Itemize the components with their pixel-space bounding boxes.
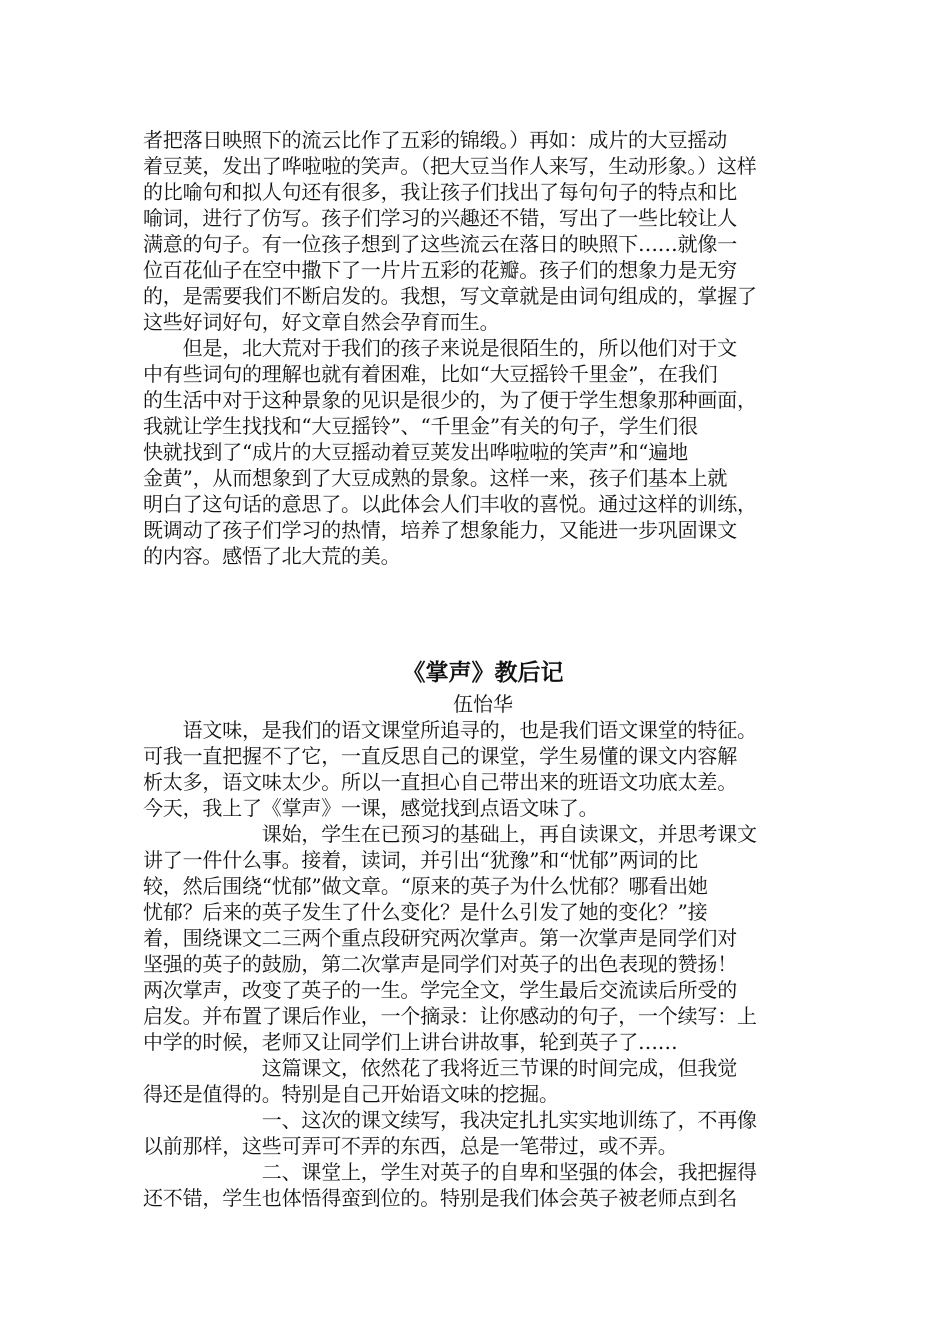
article-title: 《掌声》教后记 <box>402 660 564 686</box>
text-line: 明白了这句话的意思了。以此体会人们丰收的喜悦。通过这样的训练， <box>143 492 757 516</box>
text-line: 这篇课文，依然花了我将近三节课的时间完成，但我觉 <box>143 1056 737 1080</box>
text-line: 较，然后围绕“忧郁”做文章。“原来的英子为什么忧郁？哪看出她 <box>143 874 708 898</box>
text-line: 但是，北大荒对于我们的孩子来说是很陌生的，所以他们对于文 <box>143 336 737 360</box>
text-line: 讲了一件什么事。接着，读词，并引出“犹豫”和“忧郁”两词的比 <box>143 848 698 872</box>
text-line: 以前那样，这些可弄可不弄的东西，总是一笔带过，或不弄。 <box>143 1134 678 1158</box>
text-line: 坚强的英子的鼓励，第二次掌声是同学们对英子的出色表现的赞扬！ <box>143 952 737 976</box>
text-line: 课始，学生在已预习的基础上，再自读课文，并思考课文 <box>143 822 757 846</box>
text-line: 可我一直把握不了它，一直反思自己的课堂，学生易懂的课文内容解 <box>143 744 737 768</box>
text-line: 今天，我上了《掌声》一课，感觉找到点语文味了。 <box>143 796 599 820</box>
text-line: 中有些词句的理解也就有着困难，比如“大豆摇铃千里金”，在我们 <box>143 362 718 386</box>
text-line: 的比喻句和拟人句还有很多，我让孩子们找出了每句句子的特点和比 <box>143 180 737 204</box>
text-line: 语文味，是我们的语文课堂所追寻的，也是我们语文课堂的特征。 <box>143 718 757 742</box>
text-line: 还不错，学生也体悟得蛮到位的。特别是我们体会英子被老师点到名 <box>143 1186 737 1210</box>
text-line: 喻词，进行了仿写。孩子们学习的兴趣还不错，写出了一些比较让人 <box>143 206 737 230</box>
text-line: 着，围绕课文二三两个重点段研究两次掌声。第一次掌声是同学们对 <box>143 926 737 950</box>
text-line: 忧郁？后来的英子发生了什么变化？是什么引发了她的变化？”接 <box>143 900 708 924</box>
text-line: 得还是值得的。特别是自己开始语文味的挖掘。 <box>143 1082 559 1106</box>
text-line: 一、这次的课文续写，我决定扎扎实实地训练了，不再像 <box>143 1108 757 1132</box>
text-line: 既调动了孩子们学习的热情，培养了想象能力，又能进一步巩固课文 <box>143 518 737 542</box>
text-line: 着豆荚，发出了哗啦啦的笑声。（把大豆当作人来写，生动形象。）这样 <box>143 154 757 178</box>
section1-body <box>143 127 823 569</box>
text-line: 位百花仙子在空中撒下了一片片五彩的花瓣。孩子们的想象力是无穷 <box>143 258 737 282</box>
text-line: 我就让学生找找和“大豆摇铃”、“千里金”有关的句子，学生们很 <box>143 414 698 438</box>
text-line: 快就找到了“成片的大豆摇动着豆荚发出哗啦啦的笑声”和“遍地 <box>143 440 688 464</box>
text-line: 的生活中对于这种景象的见识是很少的，为了便于学生想象那种画面， <box>143 388 757 412</box>
text-line: 二、课堂上，学生对英子的自卑和坚强的体会，我把握得 <box>143 1160 757 1184</box>
section2-body <box>143 717 823 1211</box>
text-line: 金黄”，从而想象到了大豆成熟的景象。这样一来，孩子们基本上就 <box>143 466 728 490</box>
text-line: 析太多，语文味太少。所以一直担心自己带出来的班语文功底太差。 <box>143 770 737 794</box>
text-line: 启发。并布置了课后作业，一个摘录：让你感动的句子，一个续写：上 <box>143 1004 757 1028</box>
article-author: 伍怡华 <box>453 692 513 716</box>
text-line: 满意的句子。有一位孩子想到了这些流云在落日的映照下……就像一 <box>143 232 737 256</box>
text-line: 者把落日映照下的流云比作了五彩的锦缎。）再如：成片的大豆摇动 <box>143 128 727 152</box>
text-line: 的，是需要我们不断启发的。我想，写文章就是由词句组成的，掌握了 <box>143 284 757 308</box>
text-line: 中学的时候，老师又让同学们上讲台讲故事，轮到英子了…… <box>143 1030 678 1054</box>
text-line: 这些好词好句，好文章自然会孕育而生。 <box>143 310 500 334</box>
text-line: 的内容。感悟了北大荒的美。 <box>143 544 401 568</box>
text-line: 两次掌声，改变了英子的一生。学完全文，学生最后交流读后所受的 <box>143 978 737 1002</box>
